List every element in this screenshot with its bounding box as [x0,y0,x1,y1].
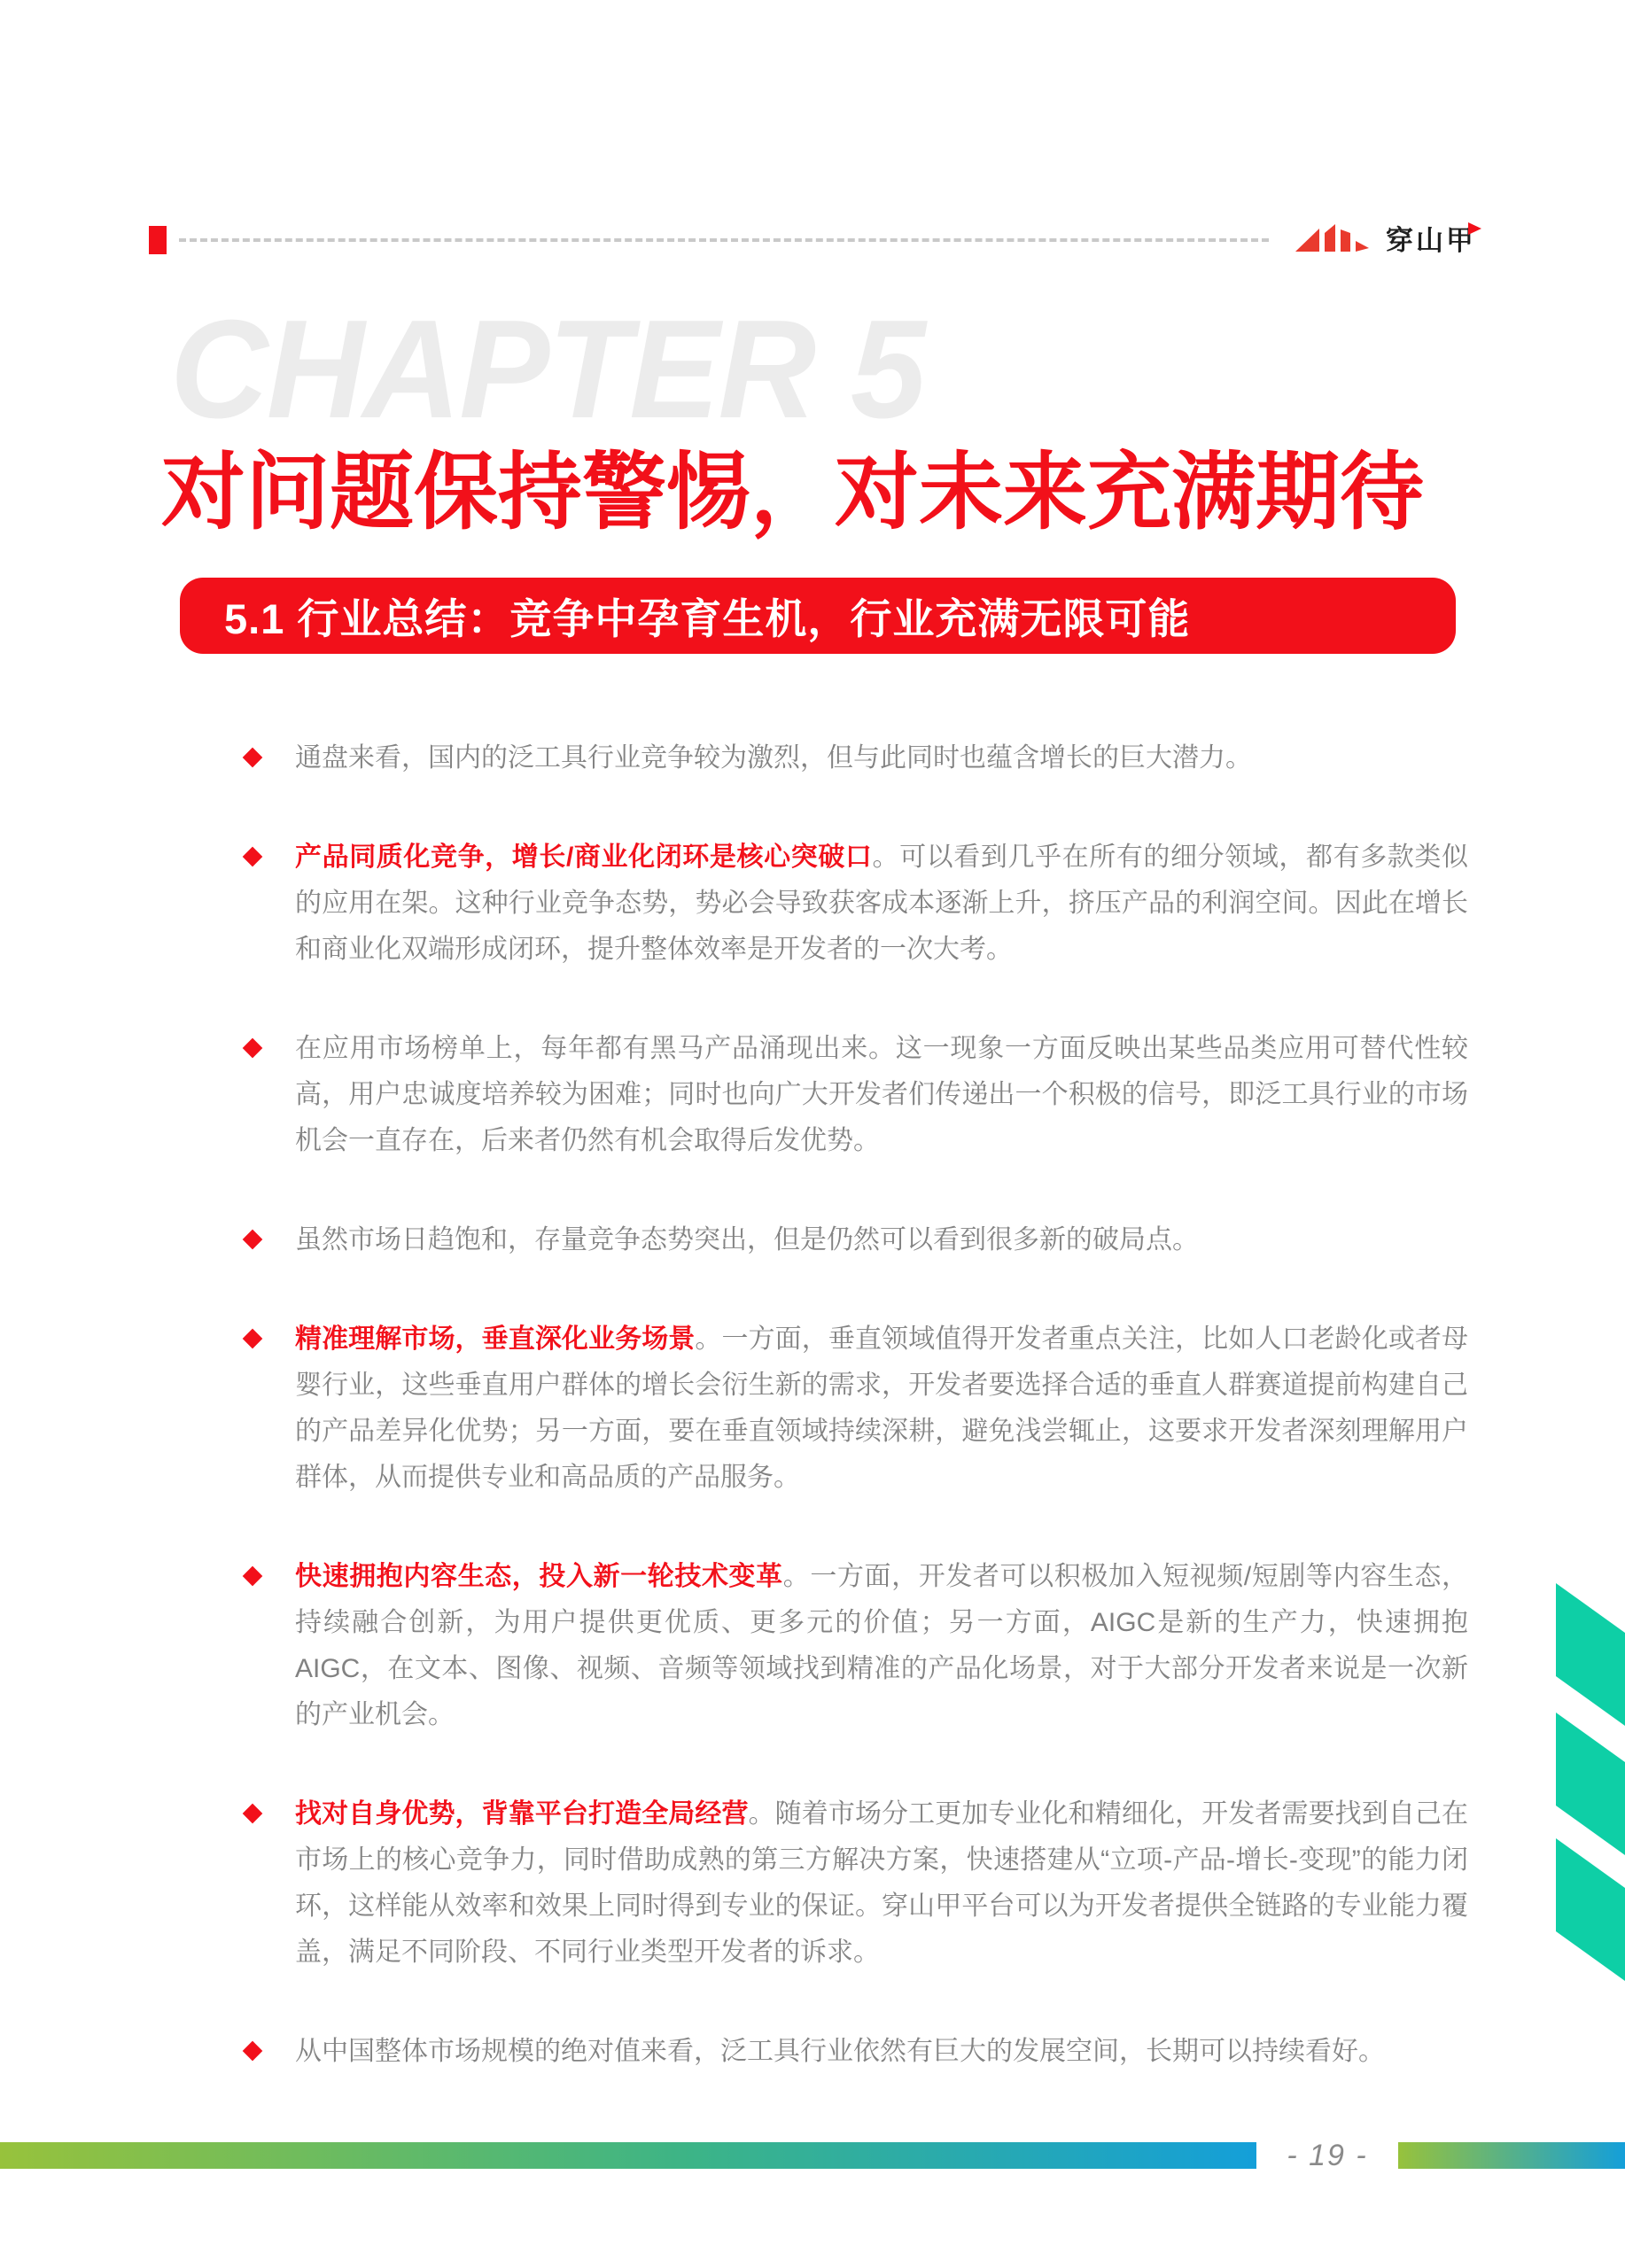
bullet-body: 通盘来看，国内的泛工具行业竞争较为激烈，但与此同时也蕴含增长的巨大潜力。 [295,743,1252,773]
list-item [244,835,1468,973]
summary-bullet-list [244,735,1468,2128]
list-item [244,1026,1468,1164]
footer-gradient-bar-right [1398,2142,1625,2169]
bullet-body: 。可以看到几乎在所有的细分领域，都有多款类似的应用在架。这种行业竞争态势，势必会导致获客成本逐渐上升，挤压产品的利润空间。因此在增长和商业化双端形成闭环，提升整体效率是开发者的一次大考。 [295,843,1468,964]
bullet-diamond-icon [243,748,263,768]
bullet-lead: 快速拥抱内容生态，投入新一轮技术变革 [295,1562,783,1591]
dashed-divider [179,238,1269,242]
logo-wordmark: 穿山甲 [1386,224,1476,256]
chapter-title: 对问题保持警惕，对未来充满期待 [161,445,1425,540]
chevron-decoration-icon [1556,1583,1625,1981]
red-square-marker [149,226,167,254]
bullet-body: 在应用市场榜单上，每年都有黑马产品涌现出来。这一现象一方面反映出某些品类应用可替代性较高，用户忠诚度培养较为困难；同时也向广大开发者们传递出一个积极的信号，即泛工具行业的市场机会一直存在，后来者仍然有机会取得后发优势。 [295,1034,1468,1155]
list-item [244,1554,1468,1738]
bullet-lead: 产品同质化竞争，增长/商业化闭环是核心突破口 [295,843,873,872]
bullet-diamond-icon [243,847,263,867]
pangolin-logo [1295,224,1476,256]
bullet-body: 。随着市场分工更加专业化和精细化，开发者需要找到自己在市场上的核心竞争力，同时借助成熟的第三方解决方案，快速搭建从“立项-产品-增长-变现”的能力闭环，这样能从效率和效果上同时得到专业的保证。穿山甲平台可以为开发者提供全链路的专业能力覆盖，满足不同阶段、不同行业类型开发者的诉求。 [295,1799,1469,1967]
footer-gradient-bar-left [0,2142,1256,2169]
logo-accent-triangle-icon [1468,222,1481,235]
pangolin-logo-icon [1295,224,1377,256]
section-banner [180,578,1456,654]
chapter-ghost-label: CHAPTER 5 [170,291,925,447]
bullet-body: 从中国整体市场规模的绝对值来看，泛工具行业依然有巨大的发展空间，长期可以持续看好。 [295,2037,1385,2066]
bullet-body: 虽然市场日趋饱和，存量竞争态势突出，但是仍然可以看到很多新的破局点。 [295,1225,1199,1254]
bullet-diamond-icon [243,1566,263,1587]
list-item [244,735,1468,781]
bullet-lead: 精准理解市场，垂直深化业务场景 [295,1324,696,1354]
bullet-diamond-icon [243,1804,263,1824]
page-number: - 19 - [1287,2139,1368,2172]
bullet-body: 。一方面，垂直领域值得开发者重点关注，比如人口老龄化或者母婴行业，这些垂直用户群体的增长会衍生新的需求，开发者要选择合适的垂直人群赛道提前构建自己的产品差异化优势；另一方面，要在垂直领域持续深耕，避免浅尝辄止，这要求开发者深刻理解用户群体，从而提供专业和高品质的产品服务。 [295,1324,1469,1492]
list-item [244,1217,1468,1263]
page-header [149,221,1476,259]
bullet-diamond-icon [243,2041,263,2062]
section-banner-label: 5.1 行业总结：竞争中孕育生机，行业充满无限可能 [224,594,1191,642]
list-item [244,1791,1468,1976]
list-item [244,1317,1468,1501]
bullet-lead: 找对自身优势，背靠平台打造全局经营 [295,1799,749,1829]
bullet-body: 。一方面，开发者可以积极加入短视频/短剧等内容生态，持续融合创新，为用户提供更优质、更多元的价值；另一方面，AIGC是新的生产力，快速拥抱AIGC，在文本、图像、视频、音频等领域找到精准的产品化场景，对于大部分开发者来说是一次新的产业机会。 [295,1562,1469,1729]
bullet-diamond-icon [243,1230,263,1250]
bullet-diamond-icon [243,1038,263,1059]
list-item [244,2029,1468,2075]
bullet-diamond-icon [243,1329,263,1349]
